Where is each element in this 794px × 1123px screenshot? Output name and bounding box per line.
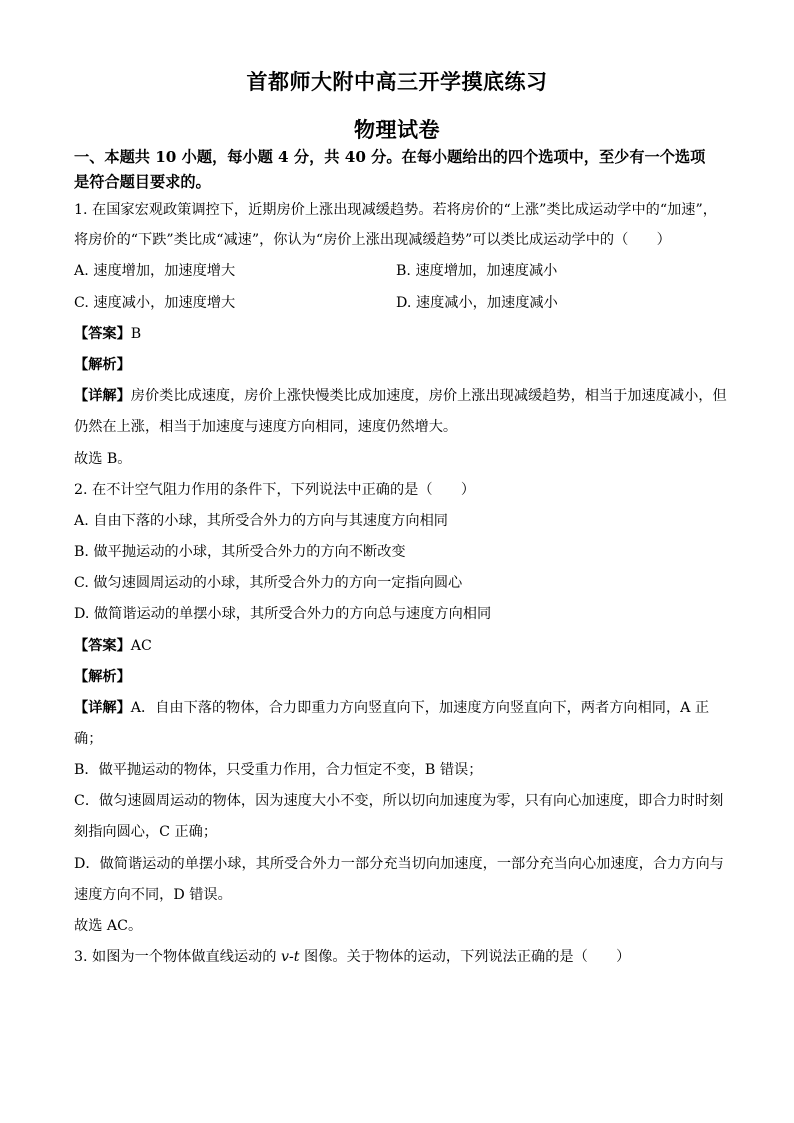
answer-label: 【答案】 <box>74 638 131 654</box>
q1-stem-line1: 1. 在国家宏观政策调控下，近期房价上涨出现减缓趋势。若将房价的“上涨”类比成运动学中的“加速”， <box>74 202 717 218</box>
q3-stem-var: v-t <box>281 949 300 965</box>
q1-answer <box>74 324 734 344</box>
q3-stem-after: 图像。关于物体的运动，下列说法正确的是（ ） <box>299 949 631 965</box>
q1-option-b: B. 速度增加，加速度减小 <box>396 263 558 279</box>
q2-detail-line6: D．做简谐运动的单摆小球，其所受合外力一部分充当切向加速度，一部分充当向心加速度，合力方向与 <box>74 856 724 872</box>
answer-label: 【答案】 <box>74 326 131 342</box>
analysis-label: 【解析】 <box>74 669 131 685</box>
q2-conclusion: 故选 AC。 <box>74 918 143 934</box>
detail-label: 【详解】 <box>74 388 131 404</box>
q3-stem <box>74 947 734 967</box>
q2-detail-line1 <box>74 698 734 718</box>
q1-analysis-label <box>74 355 734 375</box>
q2-detail-line4: C．做匀速圆周运动的物体，因为速度大小不变，所以切向加速度为零，只有向心加速度，即合力时时刻 <box>74 793 724 809</box>
q2-answer <box>74 636 734 656</box>
q2-detail-line3: B．做平抛运动的物体，只受重力作用，合力恒定不变，B 错误； <box>74 762 483 778</box>
q2-option-c: C. 做匀速圆周运动的小球，其所受合外力的方向一定指向圆心 <box>74 575 463 591</box>
q1-answer-value: B <box>130 326 142 342</box>
q1-option-a: A. 速度增加，加速度增大 <box>74 263 236 279</box>
page-subtitle: 物理试卷 <box>354 117 440 142</box>
analysis-label: 【解析】 <box>74 357 131 373</box>
q2-detail-line5: 刻指向圆心，C 正确； <box>74 824 218 840</box>
section-heading-line1: 一、本题共 10 小题，每小题 4 分，共 40 分。在每小题给出的四个选项中，至少有一个选项 <box>74 148 706 166</box>
q2-detail-line7: 速度方向不同，D 错误。 <box>74 887 232 903</box>
q2-analysis-label <box>74 667 734 687</box>
q1-detail-line1 <box>74 386 734 406</box>
q2-option-d: D. 做简谐运动的单摆小球，其所受合外力的方向总与速度方向相同 <box>74 606 492 622</box>
q2-option-a: A. 自由下落的小球，其所受合外力的方向与其速度方向相同 <box>74 513 448 529</box>
q1-detail-line2: 仍然在上涨，相当于加速度与速度方向相同，速度仍然增大。 <box>74 419 458 435</box>
q1-stem-line2: 将房价的“下跌”类比成“减速”，你认为“房价上涨出现减缓趋势”可以类比成运动学中的（ ） <box>74 232 671 248</box>
q1-detail-text1: 房价类比成速度，房价上涨快慢类比成加速度，房价上涨出现减缓趋势，相当于加速度减小，但 <box>130 388 727 404</box>
q2-detail-text1: A．自由下落的物体，合力即重力方向竖直向下，加速度方向竖直向下，两者方向相同，A 正 <box>130 700 710 716</box>
q1-option-d: D. 速度减小，加速度减小 <box>396 295 558 311</box>
page-title: 首都师大附中高三开学摸底练习 <box>246 69 548 94</box>
q1-option-c: C. 速度减小，加速度增大 <box>74 295 236 311</box>
section-heading-line2: 是符合题目要求的。 <box>74 173 211 191</box>
q2-detail-line2: 确； <box>74 731 103 747</box>
q2-option-b: B. 做平抛运动的小球，其所受合外力的方向不断改变 <box>74 544 406 560</box>
q2-stem: 2. 在不计空气阻力作用的条件下，下列说法中正确的是（ ） <box>74 482 476 498</box>
q1-conclusion: 故选 B。 <box>74 451 132 467</box>
detail-label: 【详解】 <box>74 700 131 716</box>
q3-stem-before: 3. 如图为一个物体做直线运动的 <box>74 949 281 965</box>
q2-answer-value: AC <box>130 638 152 654</box>
